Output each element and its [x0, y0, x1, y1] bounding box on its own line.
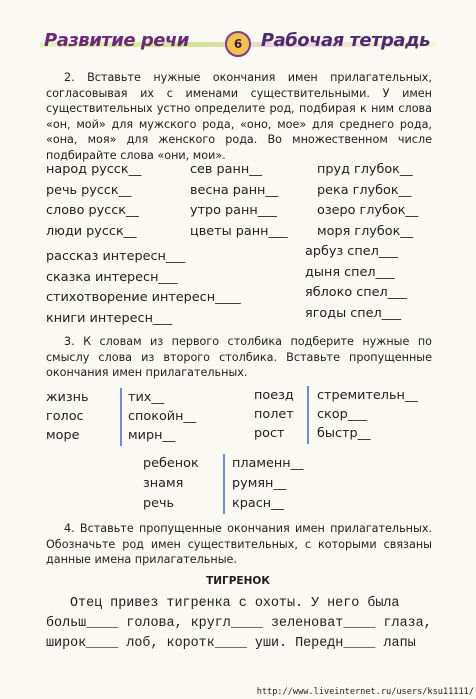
word-item: мирн__	[128, 428, 176, 443]
word-item: ягоды спел___	[305, 305, 401, 321]
word-item: люди русск__	[46, 223, 137, 239]
word-item: сказка интересн___	[46, 269, 178, 285]
word-item: красн__	[232, 496, 284, 511]
word-item: озеро глубок__	[317, 203, 419, 218]
word-item: рассказ интересн___	[46, 249, 186, 264]
task-2-column-4	[46, 247, 241, 329]
word-item: моря глубок__	[317, 223, 414, 239]
word-item: народ русск__	[46, 162, 142, 177]
task-3-group-1-nouns	[46, 388, 89, 445]
header-left-title: Развитие речи	[44, 30, 189, 51]
word-item: весна ранн__	[190, 182, 279, 198]
word-item: стремительн__	[317, 388, 418, 403]
word-item: пламенн__	[232, 456, 304, 471]
column-divider	[307, 386, 309, 444]
task-3-instructions: 3. К словам из первого столбика подберите нужные по смыслу слова из второго столбика. Вставьте пропущенные окончания имен прилагательных.	[46, 335, 432, 380]
word-item: дыня спел___	[305, 264, 395, 280]
task-2-column-3	[317, 160, 418, 242]
task-3-group-3-nouns	[143, 454, 199, 514]
word-item: арбуз спел___	[305, 244, 398, 259]
story-title: ТИГРЕНОК	[206, 575, 270, 587]
word-item: ребенок	[143, 456, 199, 471]
task-4-instructions: 4. Вставьте пропущенные окончания имен прилагательных. Обозначьте род имен существительных, с которыми связаны данные имена прилагательные.	[46, 522, 432, 567]
source-url: http://www.liveinternet.ru/users/ksu11111/	[256, 687, 474, 697]
task-3-group-3-adjectives	[232, 454, 303, 514]
task-2-column-2	[190, 160, 288, 242]
page-header	[0, 28, 476, 62]
column-divider	[120, 388, 122, 446]
task-3-group-1-adjectives	[128, 388, 196, 445]
task-2-column-1	[46, 160, 141, 242]
word-item: знамя	[143, 476, 184, 491]
page-number-badge: 6	[225, 31, 251, 57]
word-item: море	[46, 428, 80, 443]
task-3-group-2-adjectives	[317, 386, 418, 443]
word-item: река глубок__	[317, 182, 412, 198]
task-2-instructions: 2. Вставьте нужные окончания имен прилагательных, согласовывая их с именами существительными. У имен существительных устно определите род, подбирая к ним слова «он, мой» для мужского рода, «оно, мое» для среднего рода, «она, моя» для женского рода. Во множественном числе подбирайте слова «они, мои».	[46, 71, 432, 162]
word-item: книги интересн___	[46, 310, 173, 326]
word-item: пруд глубок__	[317, 162, 413, 177]
word-item: речь русск__	[46, 182, 132, 198]
word-item: цветы ранн___	[190, 223, 288, 239]
header-right-title: Рабочая тетрадь	[260, 30, 430, 51]
task-2-column-5	[305, 242, 407, 324]
word-item: поезд	[254, 388, 294, 403]
word-item: сев ранн__	[190, 162, 263, 177]
word-item: голос	[46, 409, 84, 424]
word-item: слово русск__	[46, 203, 139, 218]
word-item: полет	[254, 407, 294, 422]
word-item: скор___	[317, 407, 367, 422]
story-text: Отец привез тигренка с охоты. У него была больш____ голова, кругл____ зеленоват____ глаза, широк____ лоб, коротк____ уши. Передн____ лапы	[46, 596, 432, 651]
word-item: жизнь	[46, 390, 89, 405]
word-item: утро ранн___	[190, 203, 277, 218]
word-item: яблоко спел___	[305, 285, 407, 300]
task-3-group-2-nouns	[254, 386, 294, 443]
word-item: рост	[254, 426, 285, 441]
word-item: стихотворение интересн____	[46, 290, 241, 305]
word-item: румян__	[232, 476, 287, 491]
column-divider	[223, 454, 225, 514]
word-item: быстр__	[317, 426, 371, 441]
word-item: тих__	[128, 390, 165, 405]
word-item: спокойн__	[128, 409, 197, 424]
word-item: речь	[143, 496, 175, 511]
